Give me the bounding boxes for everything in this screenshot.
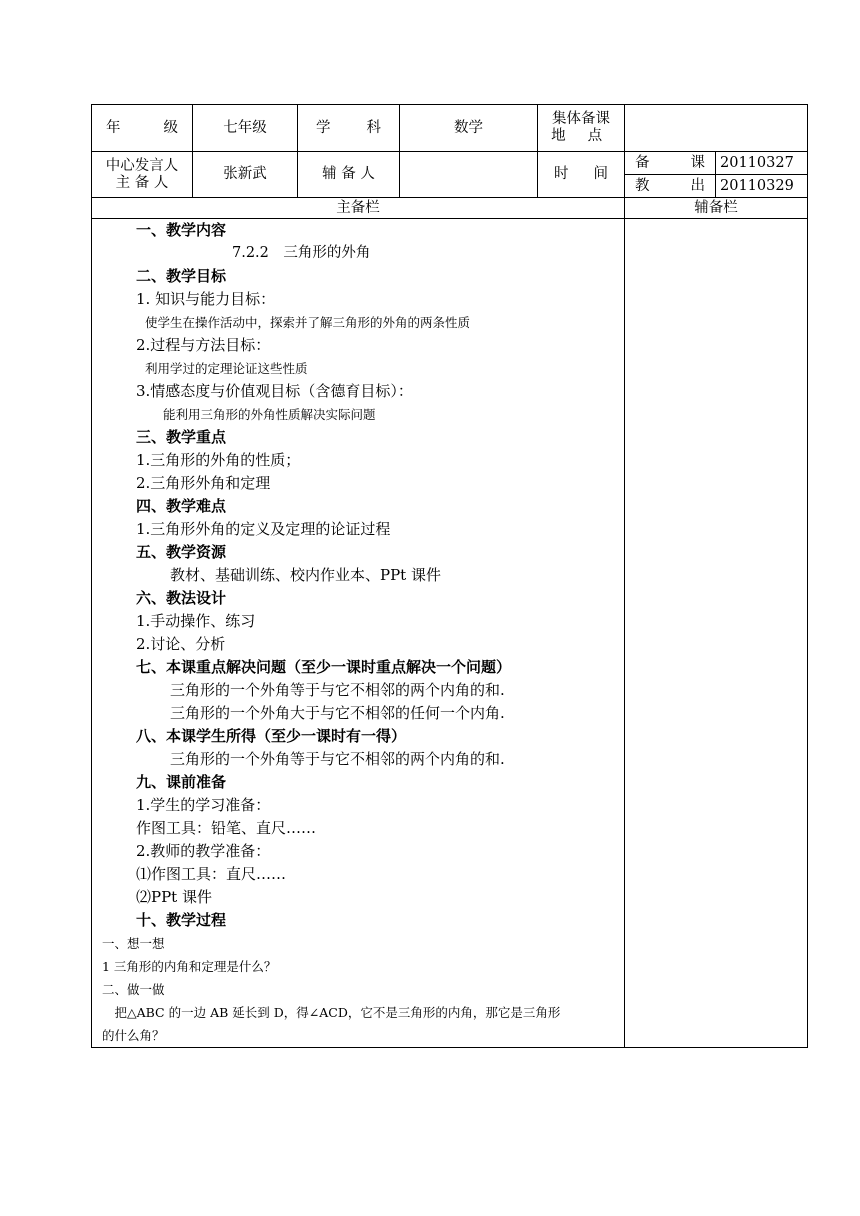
section-heading: 九、课前准备 xyxy=(136,773,227,791)
content-line: 3.情感态度与价值观目标（含德育目标）： xyxy=(136,382,413,400)
content-line: 1.手动操作、练习 xyxy=(136,612,256,630)
content-line: 1.三角形外角的定义及定理的论证过程 xyxy=(136,520,391,538)
header-row-2 xyxy=(92,152,808,175)
section-heading: 六、教法设计 xyxy=(136,589,227,607)
speaker-value: 张新武 xyxy=(193,152,298,198)
content-line: 1.学生的学习准备： xyxy=(136,796,271,814)
grade-value: 七年级 xyxy=(193,105,298,152)
section-heading: 二、教学目标 xyxy=(136,267,227,285)
teach-label: 教 出 xyxy=(625,175,716,198)
subject-label: 学 科 xyxy=(298,105,400,152)
section-heading: 八、本课学生所得（至少一课时有一得） xyxy=(136,727,407,745)
section-heading: 十、教学过程 xyxy=(136,911,227,929)
speaker-label xyxy=(92,152,193,198)
section-heading: 七、本课重点解决问题（至少一课时重点解决一个问题） xyxy=(136,658,512,676)
content-line: 一、想一想 xyxy=(102,936,165,951)
content-line: 作图工具：铅笔、直尺…… xyxy=(136,819,317,837)
content-line: 的什么角？ xyxy=(102,1028,165,1043)
content-line: ⑴作图工具：直尺…… xyxy=(136,865,287,883)
time-label: 时 间 xyxy=(538,152,625,198)
section-heading: 三、教学重点 xyxy=(136,428,227,446)
content-line: 1.三角形的外角的性质； xyxy=(136,451,301,469)
content-line: 把△ABC 的一边 AB 延长到 D，得∠ACD，它不是三角形的内角，那它是三角形 xyxy=(102,1005,561,1020)
assistant-label: 辅 备 人 xyxy=(298,152,400,198)
content-lines xyxy=(92,219,624,1047)
speaker-label-line1: 中心发言人 xyxy=(105,157,179,174)
content-line: ⑵PPt 课件 xyxy=(136,888,212,906)
column-header-row xyxy=(92,198,808,219)
content-line: 1 三角形的内角和定理是什么？ xyxy=(102,959,277,974)
aux-column-header: 辅备栏 xyxy=(625,198,808,219)
venue-label xyxy=(538,105,625,152)
content-line: 2.教师的教学准备： xyxy=(136,842,271,860)
venue-label-line1: 集体备课 xyxy=(552,111,610,127)
content-line: 7.2.2 三角形的外角 xyxy=(232,245,371,261)
venue-value xyxy=(625,105,808,152)
assistant-value xyxy=(400,152,538,198)
content-line: 2.过程与方法目标： xyxy=(136,336,271,354)
content-line: 1. 知识与能力目标： xyxy=(136,290,276,308)
section-heading: 五、教学资源 xyxy=(136,543,227,561)
content-line: 2.讨论、分析 xyxy=(136,635,226,653)
content-line: 能利用三角形的外角性质解决实际问题 xyxy=(163,407,376,422)
content-line: 教材、基础训练、校内作业本、PPt 课件 xyxy=(170,566,441,584)
teach-date: 20110329 xyxy=(716,175,808,198)
content-line: 三角形的一个外角大于与它不相邻的任何一个内角. xyxy=(170,704,505,722)
content-line: 三角形的一个外角等于与它不相邻的两个内角的和. xyxy=(170,750,505,768)
content-line: 三角形的一个外角等于与它不相邻的两个内角的和. xyxy=(170,681,505,699)
prep-date: 20110327 xyxy=(716,152,808,175)
body-row xyxy=(92,219,808,1048)
main-column-header: 主备栏 xyxy=(92,198,625,219)
content-line: 二、做一做 xyxy=(102,982,165,997)
section-heading: 四、教学难点 xyxy=(136,497,227,515)
venue-label-line2: 地 点 xyxy=(551,128,611,144)
subject-value: 数学 xyxy=(400,105,538,152)
lesson-plan-table xyxy=(91,104,808,1048)
section-heading: 一、教学内容 xyxy=(136,221,227,239)
speaker-label-line2: 主 备 人 xyxy=(115,174,169,191)
content-line: 利用学过的定理论证这些性质 xyxy=(145,361,308,376)
prep-label: 备 课 xyxy=(625,152,716,175)
header-row-1 xyxy=(92,105,808,152)
aux-content xyxy=(625,219,808,1048)
content-line: 使学生在操作活动中，探索并了解三角形的外角的两条性质 xyxy=(145,315,471,330)
content-line: 2.三角形外角和定理 xyxy=(136,474,271,492)
main-content xyxy=(92,219,625,1048)
grade-label: 年 级 xyxy=(92,105,193,152)
